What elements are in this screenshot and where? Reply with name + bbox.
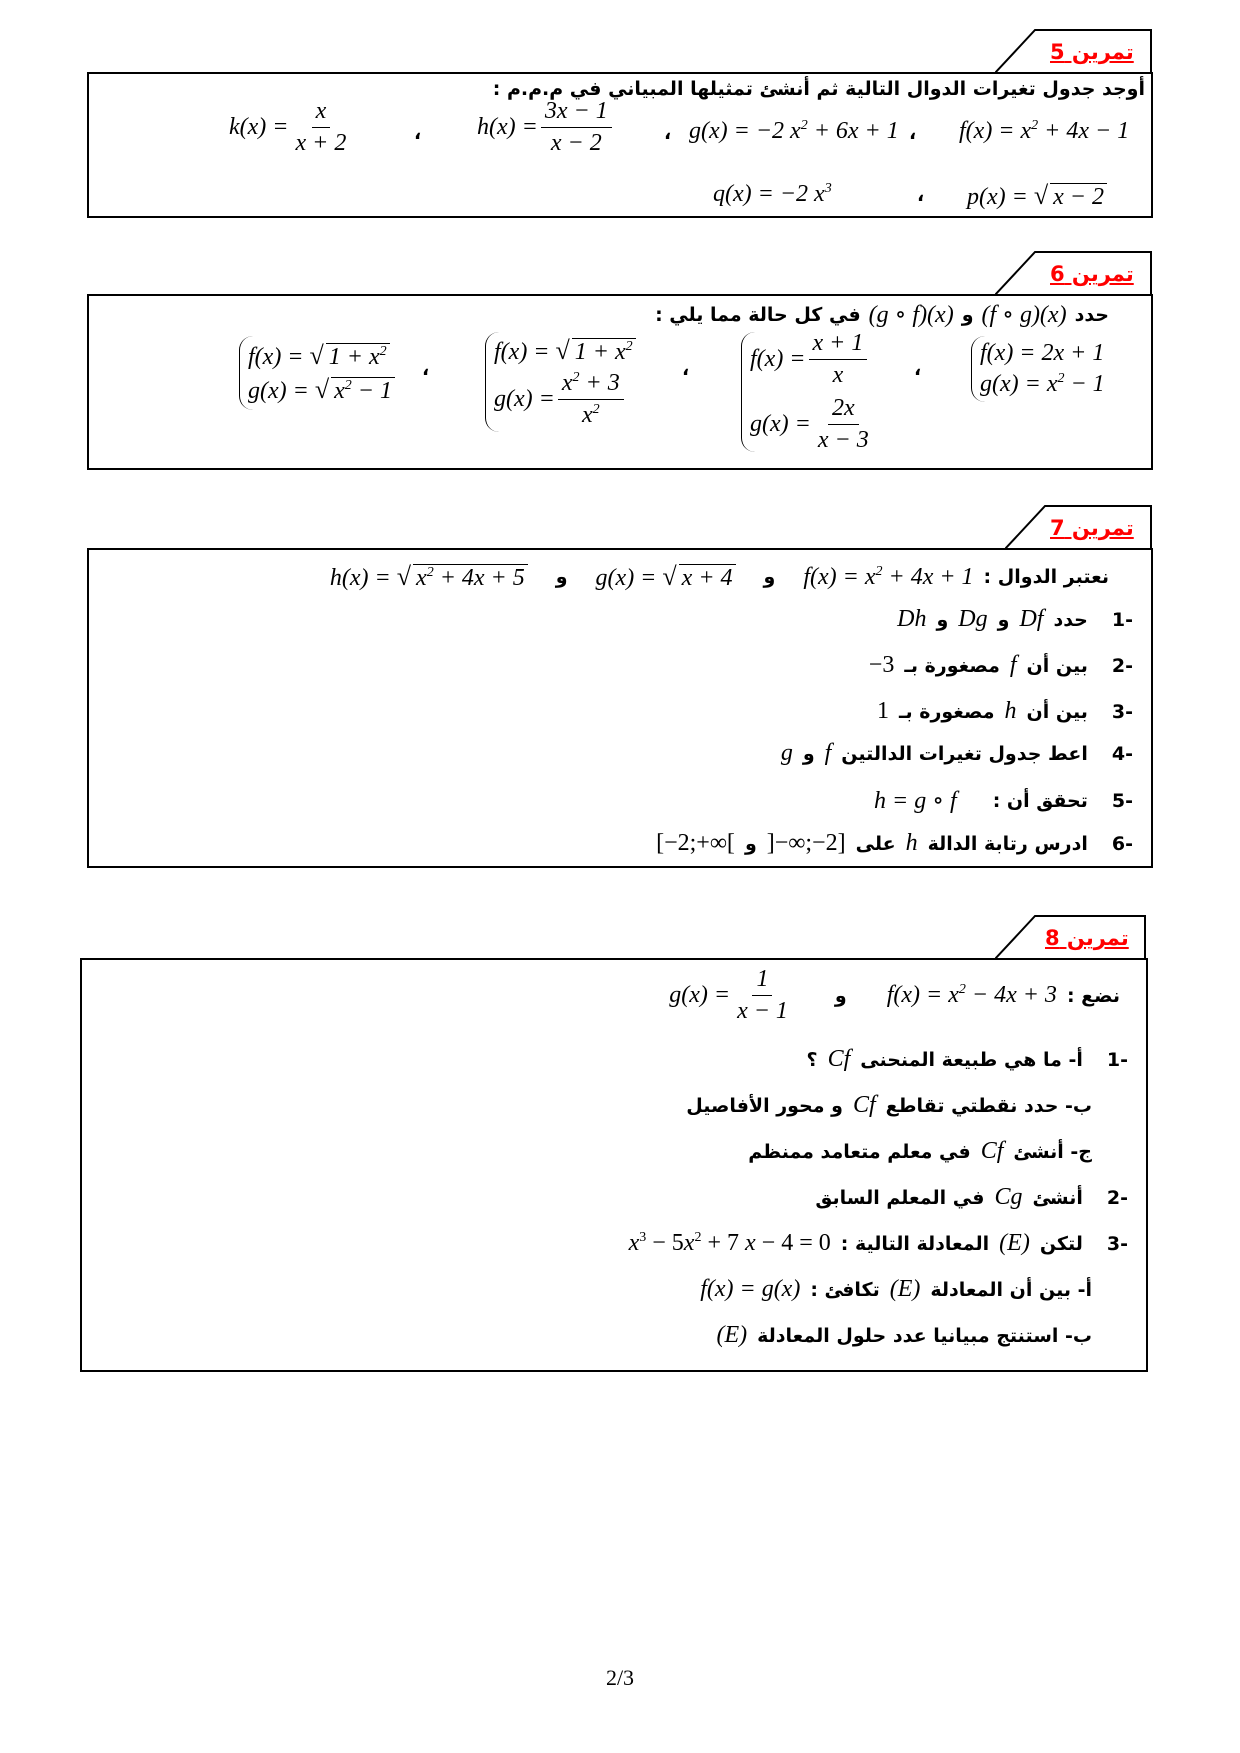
question-text: ب- حدد نقطتي تقاطع (885, 1094, 1092, 1117)
formula-f: $f(x) = x^2 + 4x + 1$ (803, 563, 974, 590)
formula-h: h(x) = $\frac{3x - 1}{x - 2}$ (477, 98, 615, 157)
system-3: f(x) = √ $1 + x^2$ g(x) = $\frac{x^2 + 3}{x^2}$ (485, 332, 636, 432)
question-6: [−2;+∞[ و ]−∞;−2] على h ادرس رتابة الدالة -6 (656, 830, 1133, 856)
question-text: أ- بين أن المعادلة (930, 1278, 1092, 1301)
formula-h: h(x) = √ $x^2 + 4x + 5$ (330, 562, 528, 592)
system-2: f(x) = $\frac{x + 1}{x}$ g(x) = $\frac{2x}{x - 3}$ (741, 332, 876, 452)
and-word: و (763, 566, 776, 588)
and-word: و (834, 984, 847, 1007)
and-word: و (961, 303, 974, 326)
exercise-5-title: تمرين 5 (1050, 40, 1134, 64)
question-text: ب- استنتج مبيانيا عدد حلول المعادلة (757, 1324, 1092, 1347)
question-text: لتكن (1039, 1232, 1083, 1255)
question-text: تكافئ : (810, 1278, 880, 1301)
minorated-text: مصغورة بـ (904, 654, 1000, 677)
exercise-5-box (87, 72, 1153, 218)
exercise-8-title: تمرين 8 (1045, 926, 1129, 950)
question-text: أنشئ (1032, 1186, 1083, 1209)
exercise-7-functions (330, 562, 1109, 592)
formula-g: g(x) = −2 $x^2 + 6x + 1$ (689, 118, 899, 144)
question-1b: و محور الأفاصيل Cf ب- حدد نقطتي تقاطع (686, 1092, 1092, 1118)
question-3a: f(x) = g(x) تكافئ : (E) أ- بين أن المعادلة (700, 1276, 1092, 1302)
and-word: و (555, 566, 568, 588)
formula-g: g(x) = $\frac{1}{x - 1}$ (669, 966, 788, 1024)
question-text: المعادلة التالية : (840, 1232, 990, 1255)
question-3b: (E) ب- استنتج مبيانيا عدد حلول المعادلة (716, 1322, 1092, 1348)
composition-gof: (g ∘ f)(x) (868, 302, 954, 328)
formula-f: $f(x) = x^2 + 4x - 1$ (959, 118, 1130, 144)
separator: ، (414, 122, 422, 144)
formula-k: k(x) = $\frac{x}{x + 2}$ (229, 98, 347, 156)
question-text: حدد (1053, 608, 1088, 631)
question-2: −3 مصغورة بـ f بين أن -2 (868, 652, 1133, 678)
question-number: -4 (1111, 742, 1133, 765)
question-4: g و f اعط جدول تغيرات الدالتين -4 (780, 740, 1133, 766)
on-word: على (855, 832, 896, 855)
question-text: في معلم متعامد ممنظم (748, 1140, 971, 1163)
formula-q: q(x) = −2 $x^3$ (713, 181, 832, 207)
page-number: 2/3 (605, 1665, 635, 1690)
consider-text: نعتبر الدوال : (983, 566, 1109, 588)
instruction-text: في كل حالة مما يلي : (655, 303, 861, 326)
separator: ، (914, 358, 922, 380)
question-number: -6 (1111, 832, 1133, 855)
question-text: ج- أنشئ (1013, 1140, 1092, 1163)
system-1: f(x) = 2x + 1 $g(x) = x^2 - 1$ (971, 336, 1105, 402)
question-1a: ؟ Cf أ- ما هي طبيعة المنحنى -1 (806, 1046, 1128, 1072)
composition-fog: (f ∘ g)(x) (981, 302, 1067, 328)
question-number: -3 (1106, 1232, 1128, 1255)
put-text: نضع : (1066, 984, 1120, 1007)
exercise-6-instruction (655, 300, 1109, 329)
question-number: -1 (1106, 1048, 1128, 1071)
separator: ، (422, 358, 430, 380)
instruction-text: حدد (1074, 303, 1109, 326)
question-1c: في معلم متعامد ممنظم Cf ج- أنشئ (748, 1138, 1092, 1164)
question-number: -3 (1111, 700, 1133, 723)
exercise-8-functions (669, 966, 1120, 1025)
exercise-7-box (87, 548, 1153, 868)
question-number: -5 (1111, 789, 1133, 812)
formula-f: $f(x) = x^2 - 4x + 3$ (886, 982, 1057, 1008)
exercise-6-box (87, 294, 1153, 470)
exercise-6-title: تمرين 6 (1050, 262, 1134, 286)
exercise-5-instruction: أوجد جدول تغيرات الدوال التالية ثم أنشئ تمثيلها المبياني في م.م.م : (492, 78, 1145, 100)
formula-p: p(x) = √ x − 2 (967, 181, 1107, 211)
question-2: في المعلم السابق Cg أنشئ -2 (815, 1184, 1128, 1210)
question-3: $x^3 - 5x^2 + 7$ x − 4 = 0 المعادلة التالية : (E) لتكن -3 (628, 1230, 1128, 1256)
question-text: بين أن (1026, 700, 1088, 723)
formula-g: g(x) = √ x + 4 (596, 562, 736, 592)
question-text: و محور الأفاصيل (686, 1094, 843, 1117)
question-mark: ؟ (806, 1048, 818, 1071)
question-text: أ- ما هي طبيعة المنحنى (860, 1048, 1083, 1071)
question-text: اعط جدول تغيرات الدالتين (841, 742, 1088, 765)
separator: ، (909, 122, 917, 144)
question-text: ادرس رتابة الدالة (927, 832, 1088, 855)
minorated-text: مصغورة بـ (899, 700, 995, 723)
exercise-8-box (80, 958, 1148, 1372)
separator: ، (917, 184, 925, 206)
question-5: h = g ∘ f تحقق أن : -5 (874, 788, 1133, 814)
question-number: -2 (1106, 1186, 1128, 1209)
system-4: f(x) = √ $1 + x^2$ g(x) = √ $x^2 - 1$ (239, 336, 395, 410)
exercise-7-title: تمرين 7 (1050, 516, 1134, 540)
question-text: تحقق أن : (992, 789, 1088, 812)
separator: ، (664, 122, 672, 144)
question-number: -1 (1111, 608, 1133, 631)
question-1: Dh و Dg و Df حدد -1 (897, 606, 1133, 632)
question-text: بين أن (1026, 654, 1088, 677)
question-3: 1 مصغورة بـ h بين أن -3 (877, 698, 1133, 724)
question-number: -2 (1111, 654, 1133, 677)
question-text: في المعلم السابق (815, 1186, 985, 1209)
separator: ، (682, 358, 690, 380)
